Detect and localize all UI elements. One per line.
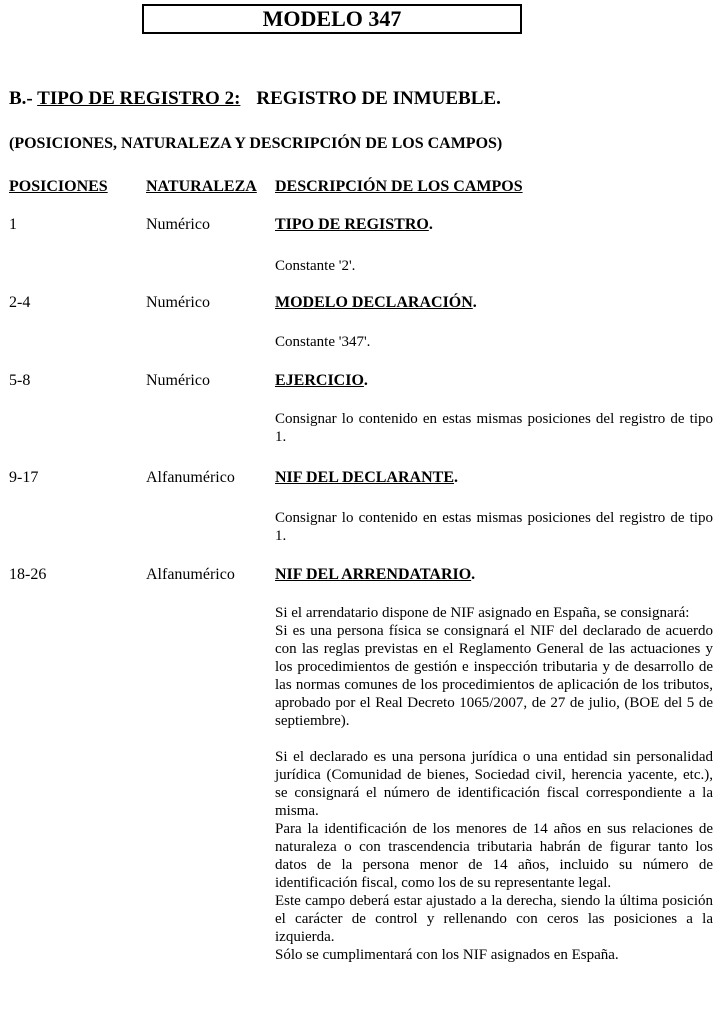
column-header-positions: POSICIONES [9,178,108,195]
field-name-text: NIF DEL ARRENDATARIO [275,566,472,583]
field-description [275,333,713,351]
field-positions: 1 [9,216,17,233]
field-description-paragraph: Constante '2'. [275,258,356,274]
field-name: EJERCICIO. [275,372,368,389]
field-name: TIPO DE REGISTRO. [275,216,433,233]
field-description-paragraph: Sólo se cumplimentará con los NIF asignados en España. [275,947,619,963]
field-nature: Alfanumérico [146,469,235,486]
field-description [275,509,713,545]
field-name: NIF DEL ARRENDATARIO. [275,566,476,583]
field-description-paragraph: Este campo deberá estar ajustado a la derecha, siendo la última posición el carácter de control y rellenando con ceros las posiciones a la izquierda. [275,893,713,945]
field-description-paragraph: Consignar lo contenido en estas mismas posiciones del registro de tipo 1. [275,510,713,544]
section-prefix: B.- [9,88,33,109]
field-nature: Numérico [146,294,210,311]
field-description [275,257,713,275]
section-subtitle: (POSICIONES, NATURALEZA Y DESCRIPCIÓN DE LOS CAMPOS) [9,135,503,152]
field-description-paragraph: Si es una persona física se consignará el NIF del declarado de acuerdo con las reglas previstas en el Reglamento General de las actuaciones y los procedimientos de gestión e inspección tributaria y de desarrollo de las normas comunes de los procedimientos de aplicación de los tributos, aprobado por el Real Decreto 1065/2007, de 27 de julio, (BOE del 5 de septiembre). [275,623,713,729]
section-label: TIPO DE REGISTRO 2: [37,88,241,109]
field-description-paragraph: Para la identificación de los menores de 14 años en sus relaciones de naturaleza o con trascendencia tributaria habrán de figurar tanto los datos de la persona menor de 14 años, incluido su número de identificación fiscal, como los de su representante legal. [275,821,713,891]
field-positions: 9-17 [9,469,39,486]
field-name: NIF DEL DECLARANTE. [275,469,458,486]
field-nature: Numérico [146,372,210,389]
field-positions: 5-8 [9,372,31,389]
field-description-paragraph: Si el declarado es una persona jurídica o una entidad sin personalidad jurídica (Comunidad de bienes, Sociedad civil, herencia yacente, etc.), se consignará el número de identificación fiscal correspondiente a la misma. [275,749,713,819]
document-title-text: MODELO 347 [262,6,402,31]
field-description [275,604,713,964]
field-description-paragraph: Constante '347'. [275,334,371,350]
field-description-paragraph: Consignar lo contenido en estas mismas posiciones del registro de tipo 1. [275,411,713,445]
section-heading [9,88,501,110]
column-header-description: DESCRIPCIÓN DE LOS CAMPOS [275,178,523,195]
field-positions: 2-4 [9,294,31,311]
section-name: REGISTRO DE INMUEBLE. [256,88,501,109]
field-name-text: NIF DEL DECLARANTE [275,469,454,486]
field-positions: 18-26 [9,566,47,583]
field-name: MODELO DECLARACIÓN. [275,294,477,311]
field-nature: Alfanumérico [146,566,235,583]
field-nature: Numérico [146,216,210,233]
field-description-paragraph: Si el arrendatario dispone de NIF asignado en España, se consignará: [275,605,690,621]
field-description [275,410,713,446]
field-name-text: MODELO DECLARACIÓN [275,294,473,311]
field-name-text: EJERCICIO [275,372,364,389]
document-title [142,4,522,34]
field-name-text: TIPO DE REGISTRO [275,216,429,233]
column-header-nature: NATURALEZA [146,178,257,195]
